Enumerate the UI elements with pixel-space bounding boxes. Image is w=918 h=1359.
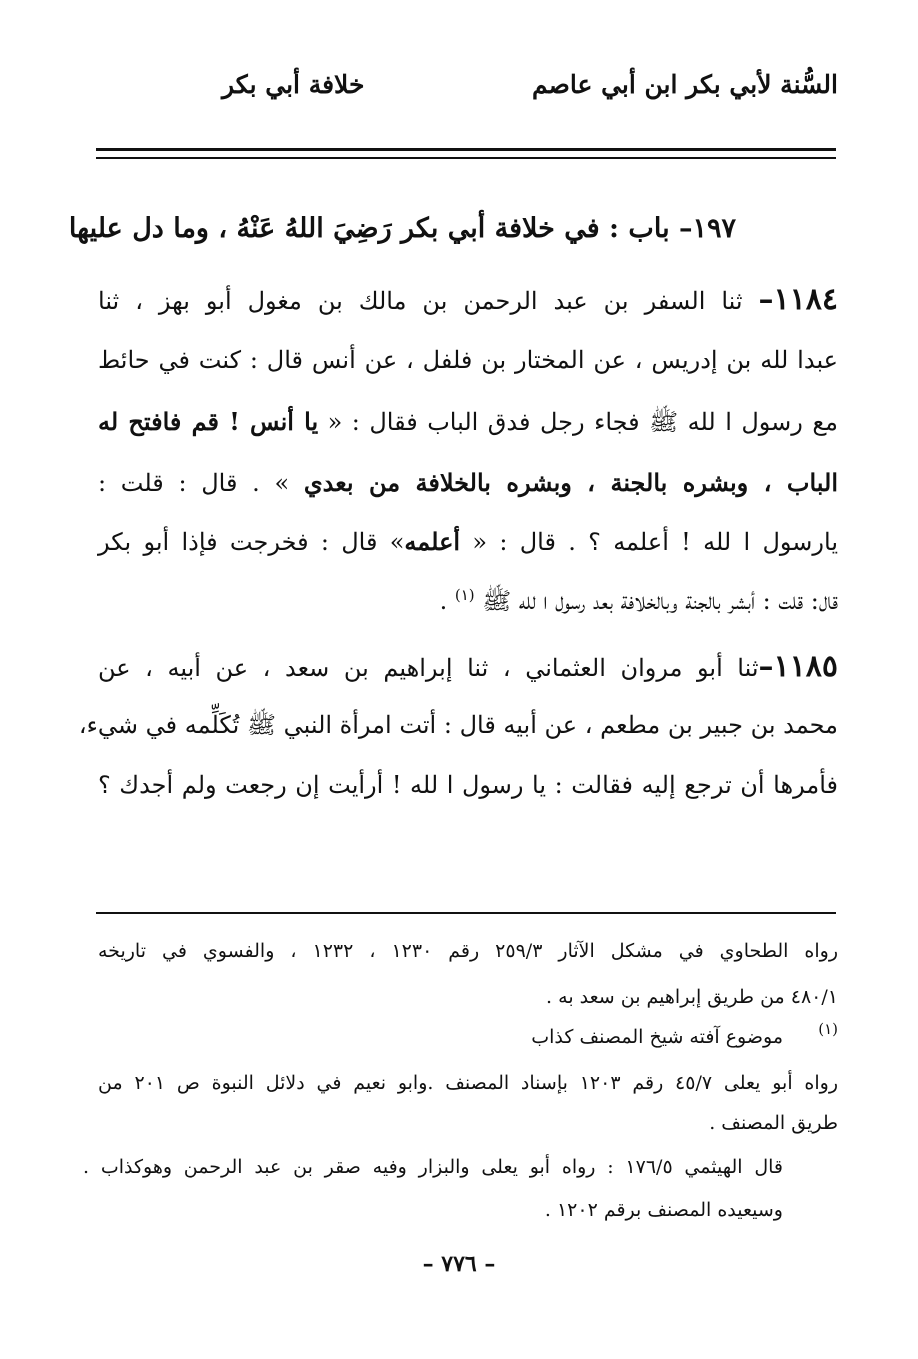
- hadith-1184-line-4: [98, 468, 838, 497]
- hadith-1185-line-2: محمد بن جبير بن مطعم ، عن أبيه قال : أتت امرأة النبي ﷺ تُكَلِّمه في شيء،: [78, 711, 838, 739]
- hadith-1184-line-1: [98, 282, 838, 317]
- footnote-marker: (١): [818, 1020, 838, 1038]
- footnote-line: رواه الطحاوي في مشكل الآثار ٢٥٩/٣ رقم ١٢٣٠ ، ١٢٣٢ ، والفسوي في تاريخه: [98, 940, 838, 962]
- hadith-1184-line-3: [98, 407, 838, 436]
- header-rule-bottom: [96, 157, 836, 159]
- footnote-line: قال الهيثمي ١٧٦/٥ : رواه أبو يعلى والبزار وفيه صقر بن عبد الرحمن وهوكذاب .: [83, 1156, 784, 1178]
- footnote-reference: (١): [454, 586, 475, 604]
- footnote-separator: [96, 912, 836, 914]
- hadith-text: مع رسول ا لله ﷺ فجاء رجل فدق الباب فقال : «: [318, 408, 838, 436]
- header-rule-top: [96, 148, 836, 151]
- hadith-quote: الباب ، وبشره بالجنة ، وبشره بالخلافة من بعدي: [303, 468, 838, 497]
- hadith-text: ثنا السفر بن عبد الرحمن بن مالك بن مغول أبو بهز ، ثنا: [98, 287, 759, 315]
- page-number: – ٧٧٦ –: [422, 1251, 496, 1277]
- hadith-text: .: [439, 587, 455, 615]
- footnote-line: ٤٨٠/١ من طريق إبراهيم بن سعد به .: [546, 986, 838, 1008]
- footnote-line: وسيعيده المصنف برقم ١٢٠٢ .: [544, 1199, 783, 1221]
- hadith-1185-line-3: فأمرها أن ترجع إليه فقالت : يا رسول ا لله ! أرأيت إن رجعت ولم أجدك ؟: [98, 771, 838, 799]
- hadith-text: » قال : فخرجت فإذا أبو بكر: [98, 528, 405, 556]
- chapter-title: ١٩٧– باب : في خلافة أبي بكر رَضِيَ اللهُ عَنْهُ ، وما دل عليها: [68, 213, 736, 244]
- section-title: خلافة أبي بكر: [222, 70, 365, 99]
- hadith-1185-line-1: [98, 649, 838, 684]
- hadith-quote: يا أنس ! قم فافتح له: [98, 407, 319, 436]
- hadith-text: ثنا أبو مروان العثماني ، ثنا إبراهيم بن سعد ، عن أبيه ، عن: [98, 654, 759, 682]
- hadith-1184-line-6: [98, 588, 838, 613]
- hadith-number: ١١٨٥–: [758, 649, 838, 684]
- footnote-line: موضوع آفته شيخ المصنف كذاب: [531, 1026, 783, 1048]
- book-title: السُّنة لأبي بكر ابن أبي عاصم: [531, 70, 838, 99]
- hadith-quote: أعلمه: [404, 527, 461, 556]
- hadith-number: ١١٨٤–: [758, 282, 838, 317]
- hadith-text: يارسول ا لله ! أعلمه ؟ . قال : «: [460, 528, 838, 556]
- hadith-1184-line-2: عبدا لله بن إدريس ، عن المختار بن فلفل ، عن أنس قال : كنت في حائط: [98, 346, 838, 374]
- hadith-text: » . قال : قلت :: [98, 469, 304, 497]
- footnote-line: رواه أبو يعلى ٤٥/٧ رقم ١٢٠٣ بإسناد المصنف .وابو نعيم في دلائل النبوة ص ٢٠١ من: [98, 1072, 839, 1094]
- hadith-1184-line-5: [98, 527, 838, 556]
- hadith-text: قال: قلت : أبشر بالجنة وبالخلافة بعد رسول ا لله ﷺ: [482, 587, 838, 615]
- footnote-line: طريق المصنف .: [709, 1112, 838, 1134]
